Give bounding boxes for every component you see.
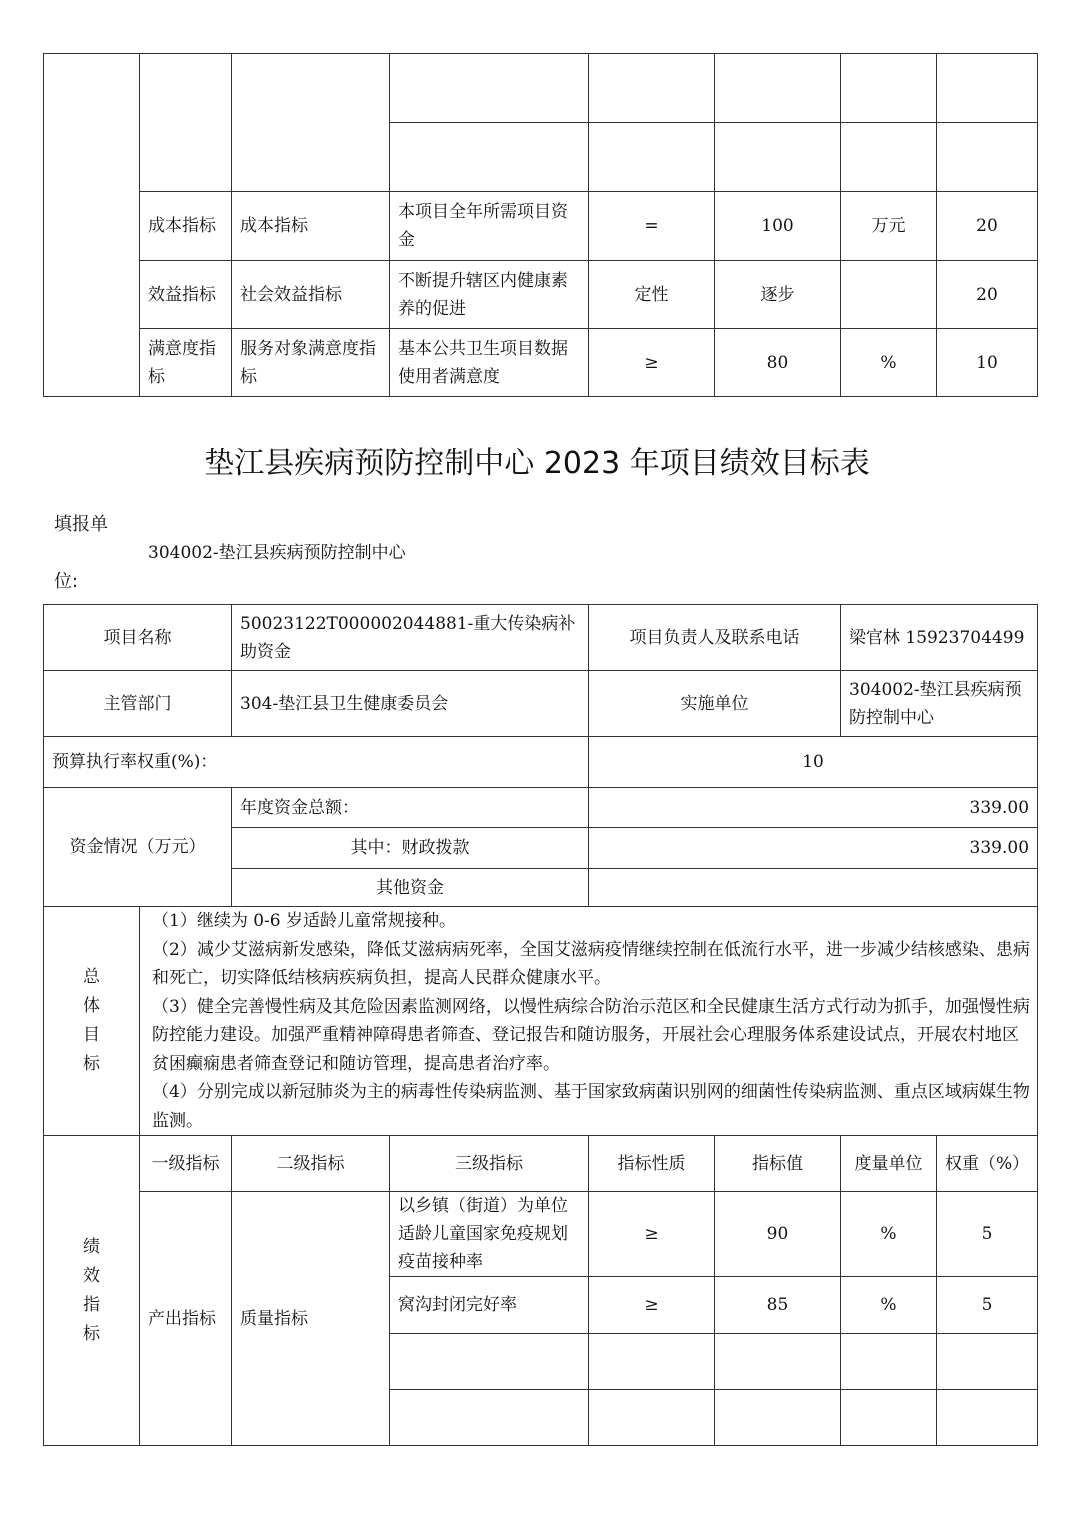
filler-unit-value: 304002-垫江县疾病预防控制中心	[148, 543, 406, 563]
blank-cell	[841, 123, 937, 192]
indicator-nature: ≥	[589, 329, 715, 397]
fund-label: 资金情况（万元）	[44, 788, 232, 907]
level1-indicator: 效益指标	[140, 261, 232, 329]
blank-cell	[841, 54, 937, 123]
level1-indicator: 满意度指标	[140, 329, 232, 397]
level3-indicator: 不断提升辖区内健康素养的促进	[390, 261, 589, 329]
overall-goal-label	[44, 907, 140, 1136]
fund-total-value: 339.00	[589, 788, 1038, 828]
blank-cell	[390, 1390, 589, 1446]
indicator-weight: 5	[937, 1277, 1038, 1334]
header-weight: 权重（%）	[937, 1136, 1038, 1192]
impl-unit-value: 304002-垫江县疾病预防控制中心	[841, 671, 1038, 737]
table-row	[44, 671, 1038, 737]
filler-label-line2: 位:	[54, 571, 79, 592]
blank-cell	[841, 1390, 937, 1446]
blank-cell	[589, 1390, 715, 1446]
fund-other-value	[589, 869, 1038, 907]
blank-cell	[232, 54, 390, 192]
blank-cell	[715, 123, 841, 192]
indicator-unit: %	[841, 329, 937, 397]
indicator-unit: %	[841, 1277, 937, 1334]
table-row	[44, 907, 1038, 1136]
table-row	[44, 1192, 1038, 1277]
indicator-value: 逐步	[715, 261, 841, 329]
indicator-unit: 万元	[841, 192, 937, 261]
indicator-weight: 20	[937, 261, 1038, 329]
fund-fiscal-value: 339.00	[589, 828, 1038, 869]
indicator-nature: ≥	[589, 1277, 715, 1334]
blank-cell	[589, 54, 715, 123]
header-value: 指标值	[715, 1136, 841, 1192]
indicator-value: 90	[715, 1192, 841, 1277]
project-name-value: 50023122T000002044881-重大传染病补助资金	[232, 605, 589, 671]
table-header-row	[44, 1136, 1038, 1192]
table-row	[44, 329, 1038, 397]
indicator-weight: 20	[937, 192, 1038, 261]
blank-cell	[937, 1390, 1038, 1446]
blank-cell	[715, 1390, 841, 1446]
budget-rate-label: 预算执行率权重(%)：	[44, 737, 589, 788]
indicator-nature: =	[589, 192, 715, 261]
overall-goal-label-text: 总体目标	[83, 967, 100, 1074]
goal-item: （4）分别完成以新冠肺炎为主的病毒性传染病监测、基于国家致病菌识别网的细菌性传染病监测、重点区域病媒生物监测。	[152, 1082, 1030, 1131]
level2-indicator: 服务对象满意度指标	[232, 329, 390, 397]
level1-indicator: 成本指标	[140, 192, 232, 261]
budget-rate-value: 10	[589, 737, 1038, 788]
level3-indicator: 基本公共卫生项目数据使用者满意度	[390, 329, 589, 397]
perf-indicator-label-text: 绩效指标	[83, 1236, 100, 1344]
blank-cell	[715, 1334, 841, 1390]
level3-indicator: 本项目全年所需项目资金	[390, 192, 589, 261]
performance-goal-table	[43, 604, 1038, 1446]
blank-cell	[390, 1334, 589, 1390]
table-row	[44, 605, 1038, 671]
goal-item: （2）减少艾滋病新发感染，降低艾滋病病死率，全国艾滋病疫情继续控制在低流行水平，进一步减少结核感染、患病和死亡，切实降低结核病疾病负担，提高人民群众健康水平。	[152, 939, 1030, 988]
fund-total-label: 年度资金总额：	[232, 788, 589, 828]
blank-cell	[390, 54, 589, 123]
blank-cell	[937, 123, 1038, 192]
level2-indicator: 社会效益指标	[232, 261, 390, 329]
continued-indicator-table	[43, 53, 1038, 397]
blank-cell	[715, 54, 841, 123]
blank-cell	[589, 1334, 715, 1390]
impl-unit-label: 实施单位	[589, 671, 841, 737]
indicator-unit: %	[841, 1192, 937, 1277]
table-row	[44, 737, 1038, 788]
blank-cell	[44, 54, 140, 397]
indicator-weight: 5	[937, 1192, 1038, 1277]
fund-other-label: 其他资金	[232, 869, 589, 907]
level2-indicator: 质量指标	[232, 1192, 390, 1446]
blank-cell	[589, 123, 715, 192]
contact-label: 项目负责人及联系电话	[589, 605, 841, 671]
perf-indicator-label	[44, 1136, 140, 1446]
header-unit: 度量单位	[841, 1136, 937, 1192]
level3-indicator: 以乡镇（街道）为单位适龄儿童国家免疫规划疫苗接种率	[390, 1192, 589, 1277]
dept-label: 主管部门	[44, 671, 232, 737]
project-name-label: 项目名称	[44, 605, 232, 671]
blank-cell	[937, 54, 1038, 123]
indicator-value: 100	[715, 192, 841, 261]
indicator-nature: ≥	[589, 1192, 715, 1277]
filler-label-line1: 填报单	[54, 514, 108, 535]
indicator-value: 80	[715, 329, 841, 397]
indicator-nature: 定性	[589, 261, 715, 329]
overall-goal-content	[140, 907, 1038, 1136]
fund-fiscal-label: 其中：财政拨款	[232, 828, 589, 869]
table-row	[44, 788, 1038, 828]
indicator-value: 85	[715, 1277, 841, 1334]
goal-item: （1）继续为 0-6 岁适龄儿童常规接种。	[152, 911, 456, 931]
blank-cell	[140, 54, 232, 192]
dept-value: 304-垫江县卫生健康委员会	[232, 671, 589, 737]
level3-indicator: 窝沟封闭完好率	[390, 1277, 589, 1334]
page-title: 垫江县疾病预防控制中心 2023 年项目绩效目标表	[204, 446, 870, 481]
blank-cell	[937, 1334, 1038, 1390]
indicator-weight: 10	[937, 329, 1038, 397]
header-level3: 三级指标	[390, 1136, 589, 1192]
blank-cell	[841, 1334, 937, 1390]
header-nature: 指标性质	[589, 1136, 715, 1192]
header-level2: 二级指标	[232, 1136, 390, 1192]
table-row	[44, 192, 1038, 261]
indicator-unit	[841, 261, 937, 329]
table-row	[44, 261, 1038, 329]
level1-indicator: 产出指标	[140, 1192, 232, 1446]
header-level1: 一级指标	[140, 1136, 232, 1192]
goal-item: （3）健全完善慢性病及其危险因素监测网络，以慢性病综合防治示范区和全民健康生活方式行动为抓手，加强慢性病防控能力建设。加强严重精神障碍患者筛查、登记报告和随访服务，开展社会心理服务体系建设试点，开展农村地区贫困癫痫患者筛查登记和随访管理，提高患者治疗率。	[152, 996, 1030, 1074]
blank-cell	[390, 123, 589, 192]
contact-value: 梁官林 15923704499	[841, 605, 1038, 671]
level2-indicator: 成本指标	[232, 192, 390, 261]
